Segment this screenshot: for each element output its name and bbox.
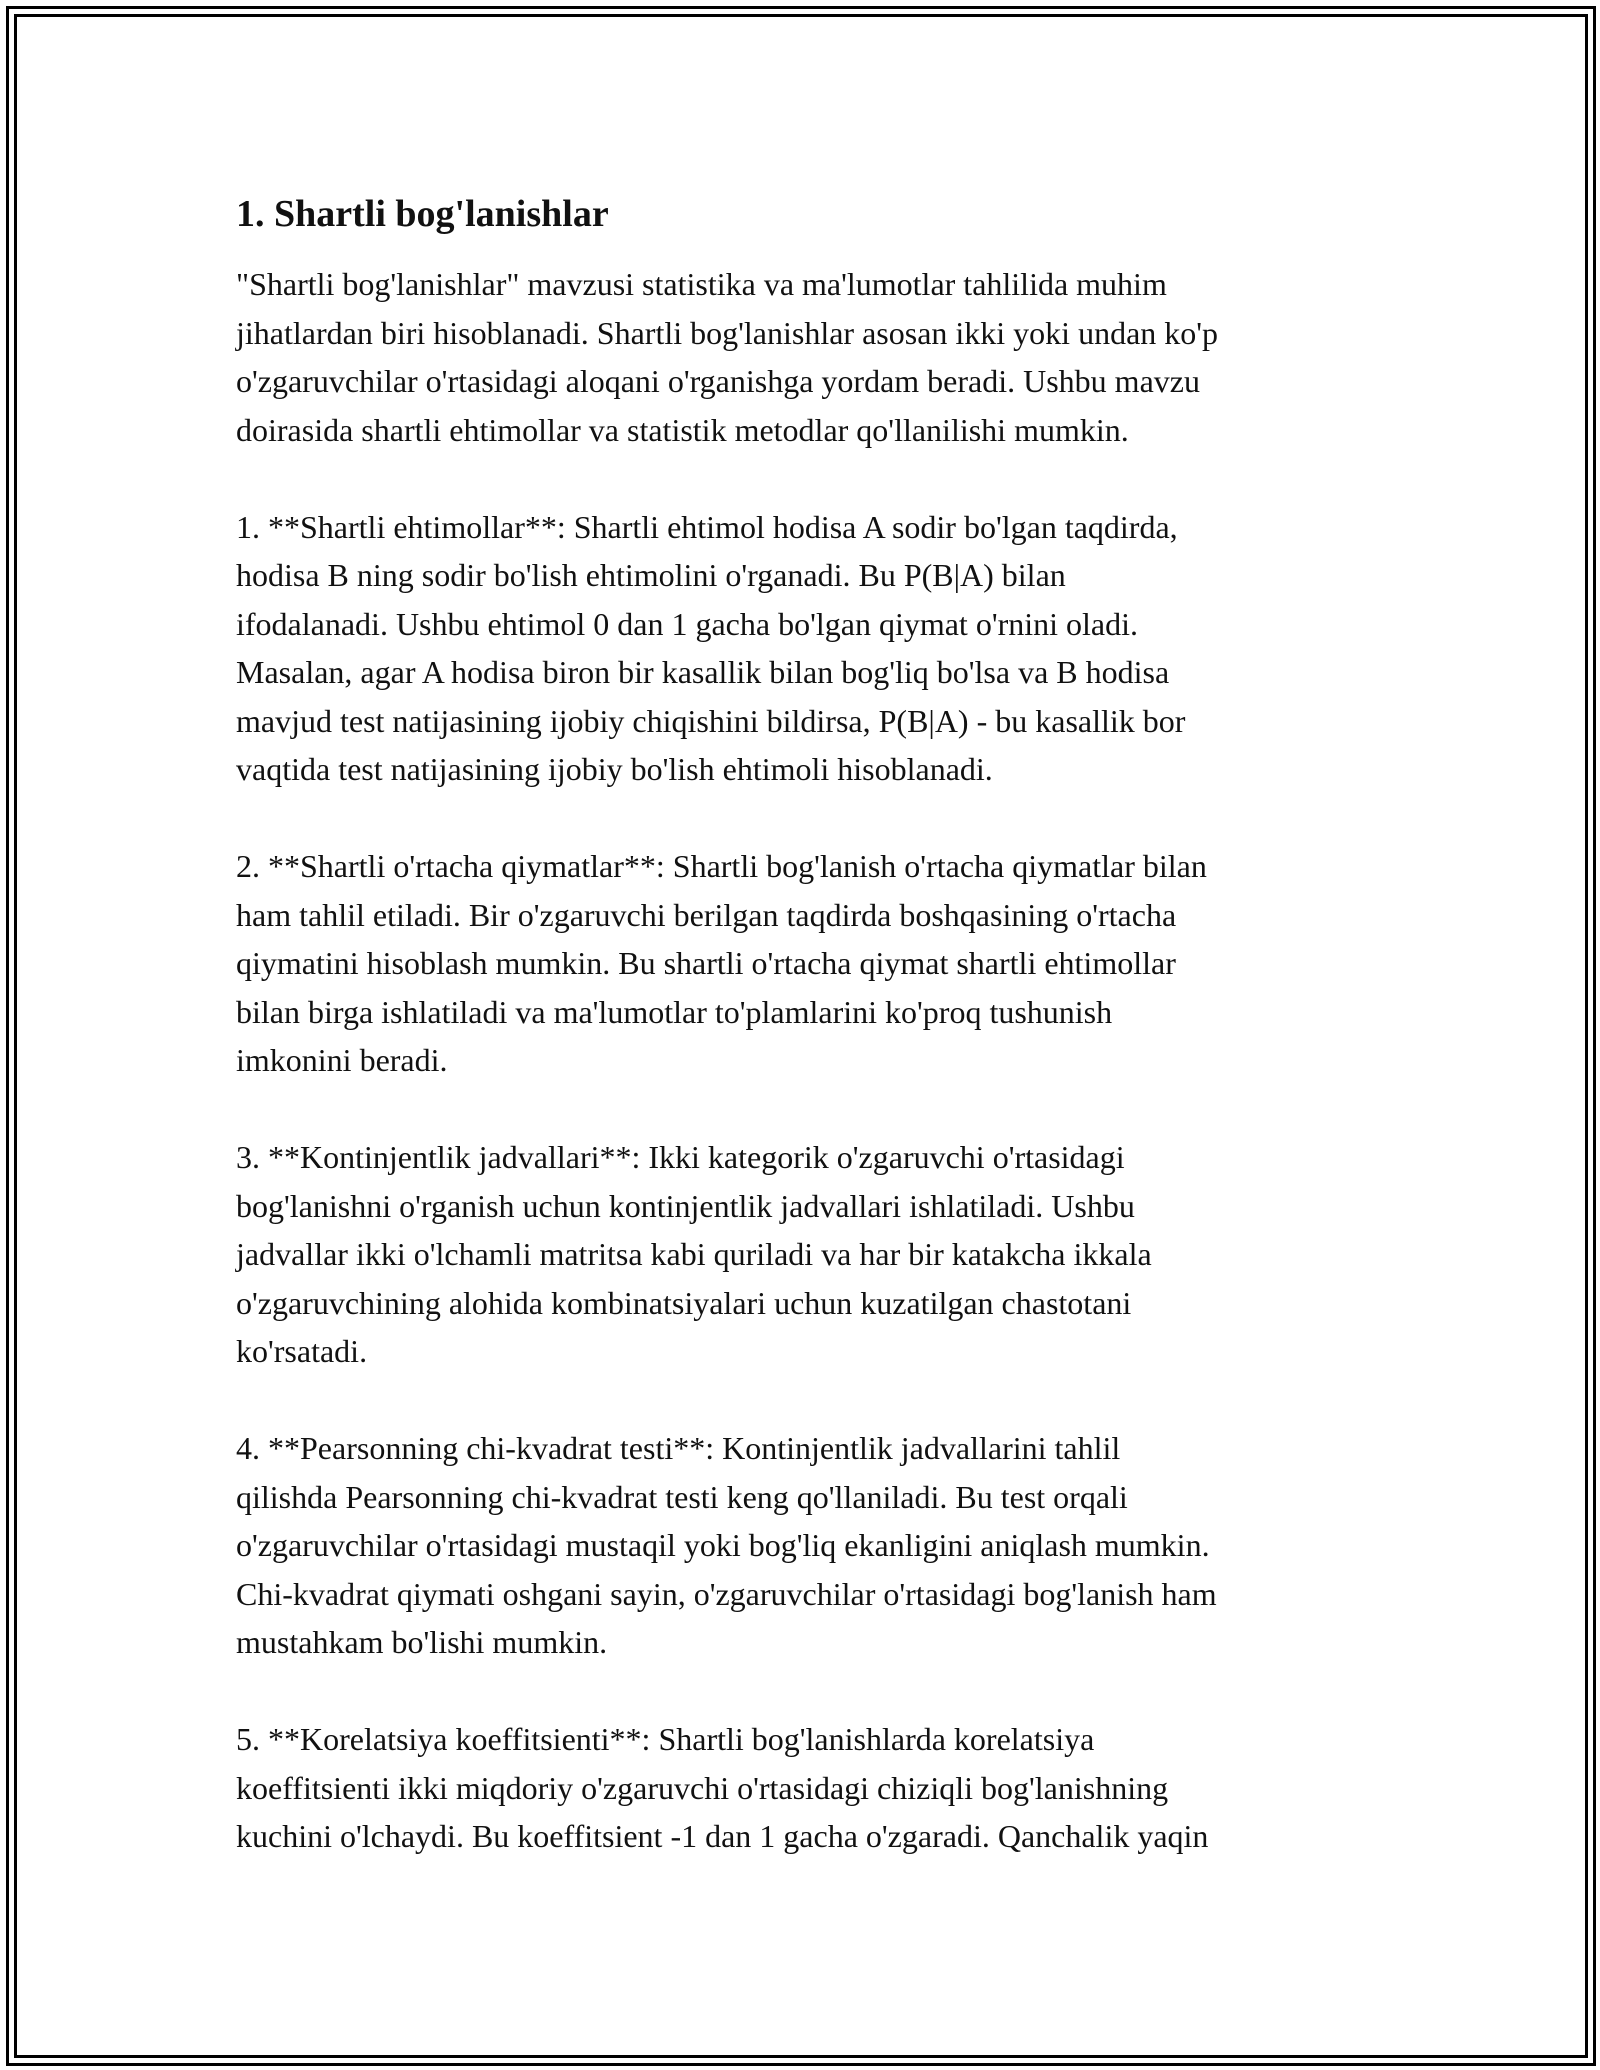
text-line: ham tahlil etiladi. Bir o'zgaruvchi berilgan taqdirda boshqasining o'rtacha bbox=[236, 896, 1177, 933]
text-line: qiymatini hisoblash mumkin. Bu shartli o'rtacha qiymat shartli ehtimollar bbox=[236, 945, 1176, 981]
text-line: hodisa B ning sodir bo'lish ehtimolini o'rganadi. Bu P(B|A) bilan bbox=[236, 557, 1066, 593]
text-line: vaqtida test natijasining ijobiy bo'lish ehtimoli hisoblanadi. bbox=[236, 751, 993, 787]
text-line: ko'rsatadi. bbox=[236, 1333, 368, 1369]
section-heading: 1. Shartli bog'lanishlar bbox=[236, 193, 609, 235]
item-paragraph-5 bbox=[236, 1715, 1376, 1861]
text-line: "Shartli bog'lanishlar" mavzusi statistika va ma'lumotlar tahlilida muhim bbox=[236, 266, 1167, 302]
item-paragraph-3 bbox=[236, 1133, 1376, 1376]
text-line: bog'lanishni o'rganish uchun kontinjentlik jadvallari ishlatiladi. Ushbu bbox=[236, 1187, 1135, 1224]
text-line: jadvallar ikki o'lchamli matritsa kabi quriladi va har bir katakcha ikkala bbox=[236, 1236, 1152, 1272]
text-line: o'zgaruvchilar o'rtasidagi mustaqil yoki bog'liq ekanligini aniqlash mumkin. bbox=[236, 1527, 1210, 1563]
text-line: o'zgaruvchining alohida kombinatsiyalari uchun kuzatilgan chastotani bbox=[236, 1284, 1132, 1321]
text-line: mavjud test natijasining ijobiy chiqishini bildirsa, P(B|A) - bu kasallik bor bbox=[236, 702, 1186, 739]
text-line: kuchini o'lchaydi. Bu koeffitsient -1 dan 1 gacha o'zgaradi. Qanchalik yaqin bbox=[236, 1818, 1209, 1854]
text-line: 4. **Pearsonning chi-kvadrat testi**: Kontinjentlik jadvallarini tahlil bbox=[236, 1430, 1121, 1466]
item-paragraph-4 bbox=[236, 1424, 1376, 1667]
text-line: 2. **Shartli o'rtacha qiymatlar**: Shartli bog'lanish o'rtacha qiymatlar bilan bbox=[236, 848, 1207, 884]
item-paragraph-1 bbox=[236, 503, 1376, 794]
text-line: mustahkam bo'lishi mumkin. bbox=[236, 1624, 608, 1660]
text-line: 5. **Korelatsiya koeffitsienti**: Shartli bog'lanishlarda korelatsiya bbox=[236, 1721, 1095, 1757]
text-line: qilishda Pearsonning chi-kvadrat testi keng qo'llaniladi. Bu test orqali bbox=[236, 1478, 1128, 1515]
item-paragraph-2 bbox=[236, 842, 1376, 1085]
intro-paragraph bbox=[236, 260, 1376, 454]
document-body bbox=[236, 186, 1376, 1861]
text-line: koeffitsienti ikki miqdoriy o'zgaruvchi o'rtasidagi chiziqli bog'lanishning bbox=[236, 1769, 1169, 1806]
text-line: Chi-kvadrat qiymati oshgani sayin, o'zgaruvchilar o'rtasidagi bog'lanish ham bbox=[236, 1575, 1217, 1612]
text-line: o'zgaruvchilar o'rtasidagi aloqani o'rganishga yordam beradi. Ushbu mavzu bbox=[236, 363, 1200, 399]
text-line: imkonini beradi. bbox=[236, 1042, 448, 1078]
text-line: ifodalanadi. Ushbu ehtimol 0 dan 1 gacha bo'lgan qiymat o'rnini oladi. bbox=[236, 605, 1138, 642]
text-line: 1. **Shartli ehtimollar**: Shartli ehtimol hodisa A sodir bo'lgan taqdirda, bbox=[236, 508, 1178, 545]
text-line: doirasida shartli ehtimollar va statistik metodlar qo'llanilishi mumkin. bbox=[236, 411, 1129, 448]
text-line: 3. **Kontinjentlik jadvallari**: Ikki kategorik o'zgaruvchi o'rtasidagi bbox=[236, 1139, 1125, 1175]
text-line: Masalan, agar A hodisa biron bir kasallik bilan bog'liq bo'lsa va B hodisa bbox=[236, 654, 1170, 690]
text-line: bilan birga ishlatiladi va ma'lumotlar to'plamlarini ko'proq tushunish bbox=[236, 993, 1113, 1030]
text-line: jihatlardan biri hisoblanadi. Shartli bog'lanishlar asosan ikki yoki undan ko'p bbox=[236, 314, 1219, 351]
